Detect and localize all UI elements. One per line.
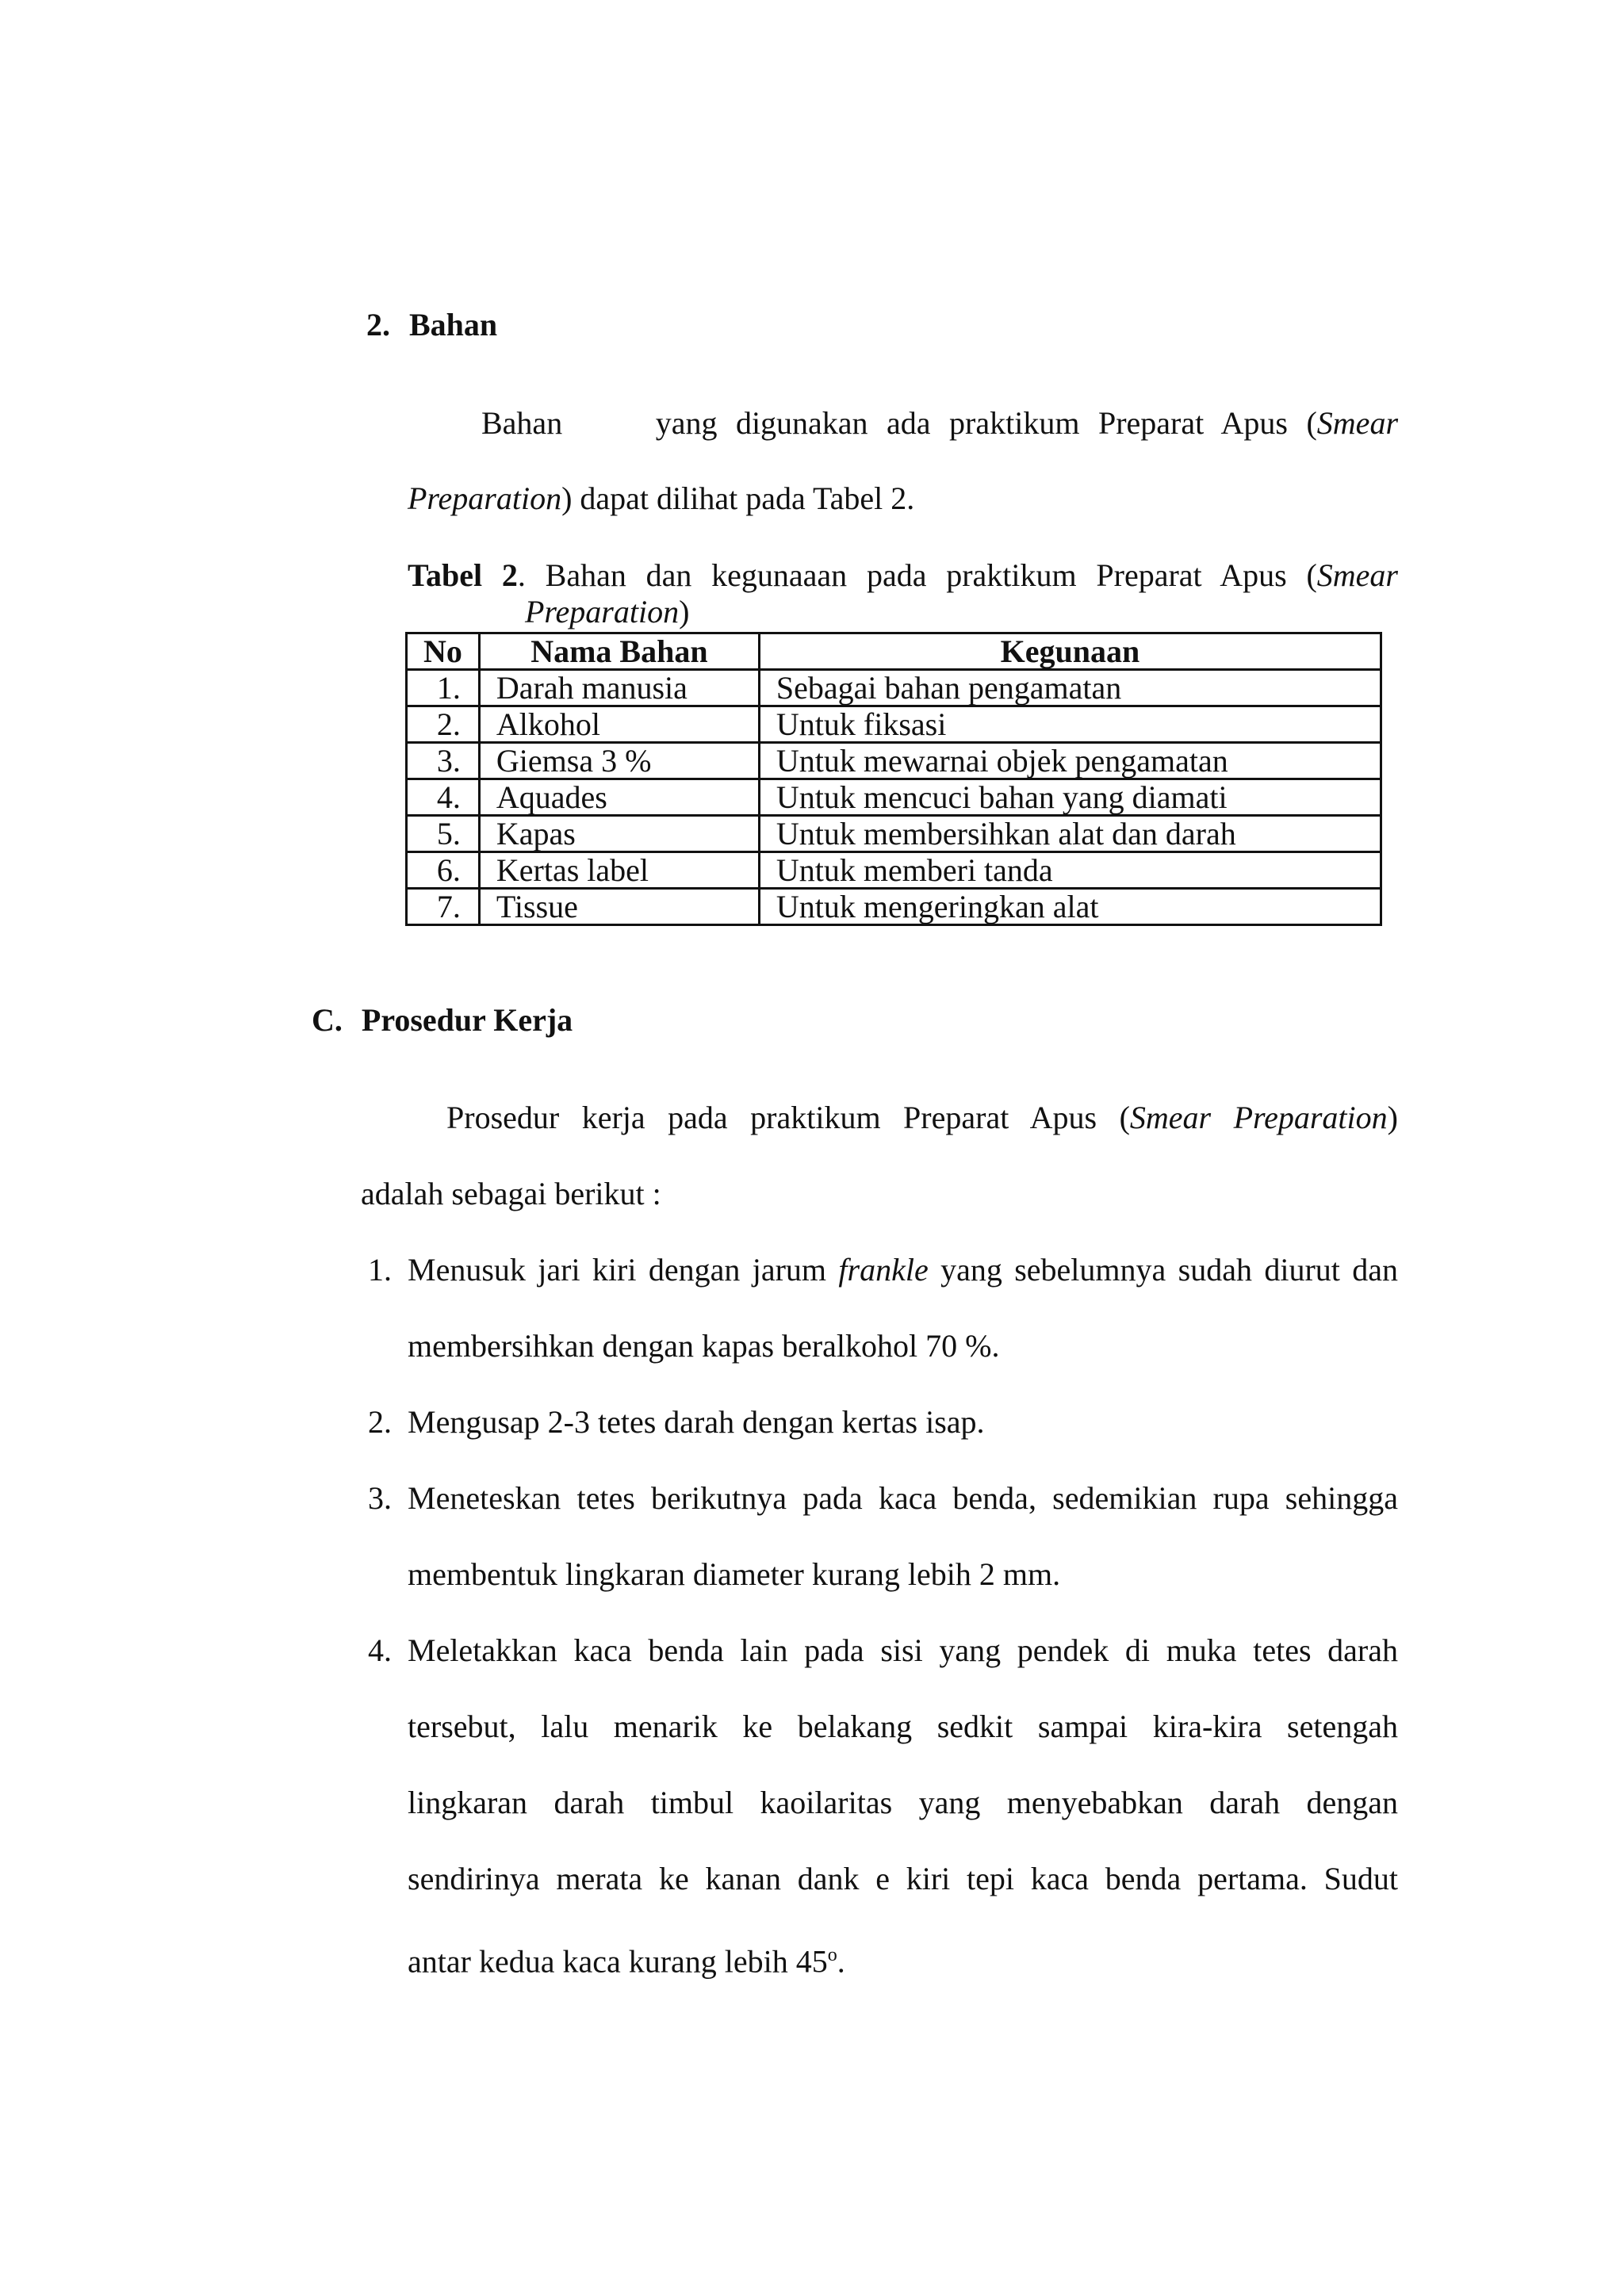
subsection-heading [366,306,497,344]
table-row [407,779,1381,816]
table-cell: Tissue [479,889,759,925]
table-row [407,889,1381,925]
step-3-line1: Meneteskan tetes berikutnya pada kaca benda, sedemikian rupa sehingga [408,1480,1398,1516]
heading-letter: C. [312,1002,343,1038]
step-3-line2: membentuk lingkaran diameter kurang lebih 2 mm. [408,1556,1061,1592]
step-4-line1: Meletakkan kaca benda lain pada sisi yang pendek di muka tetes darah [408,1632,1398,1668]
table-cell: 1. [407,670,480,706]
table-cell: Darah manusia [479,670,759,706]
table-row [407,743,1381,779]
step-4-line5: antar kedua kaca kurang lebih 45$^o$. [408,1943,845,1980]
table-cell: 4. [407,779,480,816]
bahan-paragraph-line2: Preparation) dapat dilihat pada Tabel 2. [408,480,915,516]
table-cell: 7. [407,889,480,925]
table-row [407,670,1381,706]
step-4-line4: sendirinya merata ke kanan dank e kiri tepi kaca benda pertama. Sudut [408,1861,1398,1896]
table-header-row [407,633,1381,670]
heading-number: 2. [366,307,390,342]
column-header: Kegunaan [759,633,1381,670]
table-cell: Alkohol [479,706,759,743]
step-number: 1. [368,1252,392,1288]
table-cell: Giemsa 3 % [479,743,759,779]
table-row [407,816,1381,852]
column-header: No [407,633,480,670]
step-number: 4. [368,1632,392,1668]
table-cell: 2. [407,706,480,743]
step-number: 3. [368,1480,392,1516]
table-row [407,706,1381,743]
column-header: Nama Bahan [479,633,759,670]
materials-table [405,632,1382,926]
heading-text: Prosedur Kerja [361,1002,573,1038]
table-cell: Aquades [479,779,759,816]
table-cell: Untuk memberi tanda [759,852,1381,889]
table-cell: Sebagai bahan pengamatan [759,670,1381,706]
table-cell: 5. [407,816,480,852]
step-2-line1: Mengusap 2-3 tetes darah dengan kertas isap. [408,1404,985,1440]
step-number: 2. [368,1404,392,1440]
step-1-line2: membersihkan dengan kapas beralkohol 70 %. [408,1328,1000,1364]
step-4-line2: tersebut, lalu menarik ke belakang sedkit sampai kira-kira setengah [408,1709,1398,1744]
table-cell: Untuk mewarnai objek pengamatan [759,743,1381,779]
table-caption-line2: Preparation) [525,594,690,629]
table-cell: Kertas label [479,852,759,889]
table-cell: 3. [407,743,480,779]
prosedur-intro-line2: adalah sebagai berikut : [361,1176,661,1211]
table-cell: Kapas [479,816,759,852]
table-cell: Untuk mengeringkan alat [759,889,1381,925]
table-cell: Untuk mencuci bahan yang diamati [759,779,1381,816]
table-caption-line1: Tabel 2. Bahan dan kegunaaan pada praktikum Preparat Apus (Smear [408,557,1398,593]
table-cell: 6. [407,852,480,889]
step-1-line1: Menusuk jari kiri dengan jarum frankle yang sebelumnya sudah diurut dan [408,1252,1399,1288]
prosedur-intro-line1: Prosedur kerja pada praktikum Preparat Apus (Smear Preparation) [446,1100,1398,1135]
degree-superscript: o [827,1945,837,1965]
heading-text: Bahan [409,307,498,342]
table-cell: Untuk fiksasi [759,706,1381,743]
bahan-paragraph-line1: Bahan yang digunakan ada praktikum Preparat Apus (Smear [481,405,1399,441]
table-row [407,852,1381,889]
section-heading [312,1001,573,1039]
table-cell: Untuk membersihkan alat dan darah [759,816,1381,852]
step-4-line3: lingkaran darah timbul kaoilaritas yang menyebabkan darah dengan [408,1785,1398,1820]
